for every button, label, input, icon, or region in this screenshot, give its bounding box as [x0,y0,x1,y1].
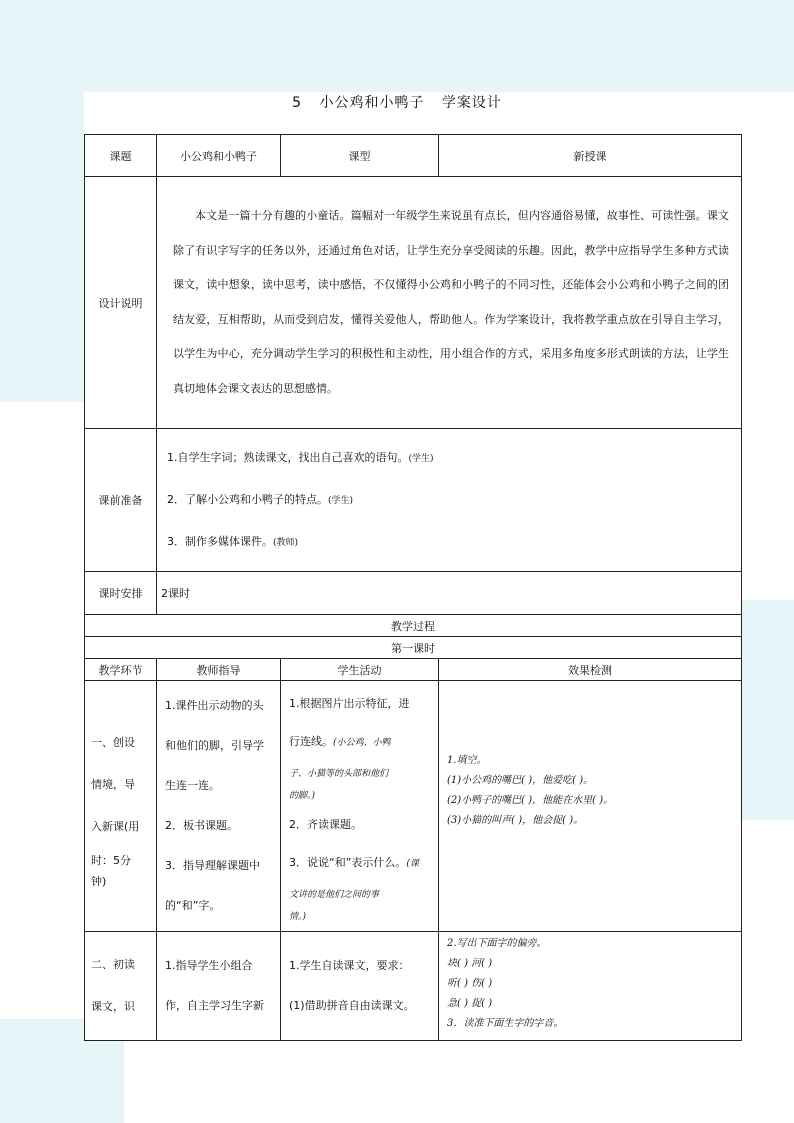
col-check: 效果检测 [439,659,742,681]
design-text-cell [157,177,742,429]
col-stage: 教学环节 [85,659,157,681]
col-student: 学生活动 [281,659,439,681]
background-block-right [741,600,794,820]
lesson-plan-table [84,134,742,1041]
label-prep: 课前准备 [85,429,157,572]
topic-value: 小公鸡和小鸭子 [157,135,281,177]
design-text: 本文是一篇十分有趣的小童话。篇幅对一年级学生来说虽有点长，但内容通俗易懂，故事性、可读性强。课文除了有识字写字的任务以外，还通过角色对话，让学生充分享受阅读的乐趣。因此，教学中应指导学生多种方式读课文，读中想象，读中思考，读中感悟，不仅懂得小公鸡和小鸭子的不同习性，还能体会小公鸡和小鸭子之间的团结友爱，互相帮助，从而受到启发，懂得关爱他人，帮助他人。作为学案设计，我将教学重点放在引导自主学习，以学生为中心，充分调动学生学习的积极性和主动性，用小组合作的方式，采用多角度多形式朗读的方法，让学生真切地体会课文表达的思想感情。 [173,209,729,395]
process-title-row [85,615,742,637]
row1-stage: 一、创设 情境，导 入新课(用 时：5分 钟) [85,681,157,932]
prep-row [85,429,742,572]
doc-type: 学案设计 [441,95,502,111]
col-teacher: 教师指导 [157,659,281,681]
background-block-left [0,92,84,402]
table-row [85,681,742,932]
row2-check: 2.写出下面字的偏旁。 块( ) 河( ) 听( ) 伤( ) 急( ) 捉( ) 3．读准下面生字的字音。 [439,932,742,1041]
label-topic: 课题 [85,135,157,177]
prep-item: 3．制作多媒体课件。(教师) [167,535,299,548]
column-header-row [85,659,742,681]
session-row [85,637,742,659]
prep-list [157,429,742,572]
label-schedule: 课时安排 [85,572,157,615]
label-type: 课型 [281,135,439,177]
row1-check: 1.填空。 (1)小公鸡的嘴巴( )，他爱吃( )。 (2)小鸭子的嘴巴( )，他能在水里( )。 (3)小猫的叫声( )，他会捉( )。 [439,681,742,932]
schedule-row [85,572,742,615]
lesson-number: 5 [292,95,302,111]
process-title: 教学过程 [85,615,742,637]
row2-teacher: 1.指导学生小组合 作，自主学习生字新 [157,932,281,1041]
prep-item: 1.自学生字词；熟读课文，找出自己喜欢的语句。(学生) [167,451,434,464]
row1-teacher: 1.课件出示动物的头 和他们的脚，引导学 生连一连。 2．板书课题。 3．指导理解课题中 的“和”字。 [157,681,281,932]
label-design: 设计说明 [85,177,157,429]
page-title [0,92,794,112]
row1-student: 1.根据图片出示特征，进 行连线。(小公鸡、小鸭 子、小猫等的头部和他们 的脚。) 2．齐读课题。 3．说说“和”表示什么。(课 文讲的是他们之间的事 情。) [281,681,439,932]
row2-student: 1.学生自读课文，要求： (1)借助拼音自由读课文。 [281,932,439,1041]
design-row [85,177,742,429]
prep-item: 2．了解小公鸡和小鸭子的特点。(学生) [167,493,354,506]
row2-stage: 二、初读 课文，识 [85,932,157,1041]
type-value: 新授课 [439,135,742,177]
lesson-name: 小公鸡和小鸭子 [319,95,425,111]
table-row [85,932,742,1041]
background-block-top [0,0,794,92]
schedule-value: 2课时 [157,572,742,615]
header-row [85,135,742,177]
session-title: 第一课时 [85,637,742,659]
